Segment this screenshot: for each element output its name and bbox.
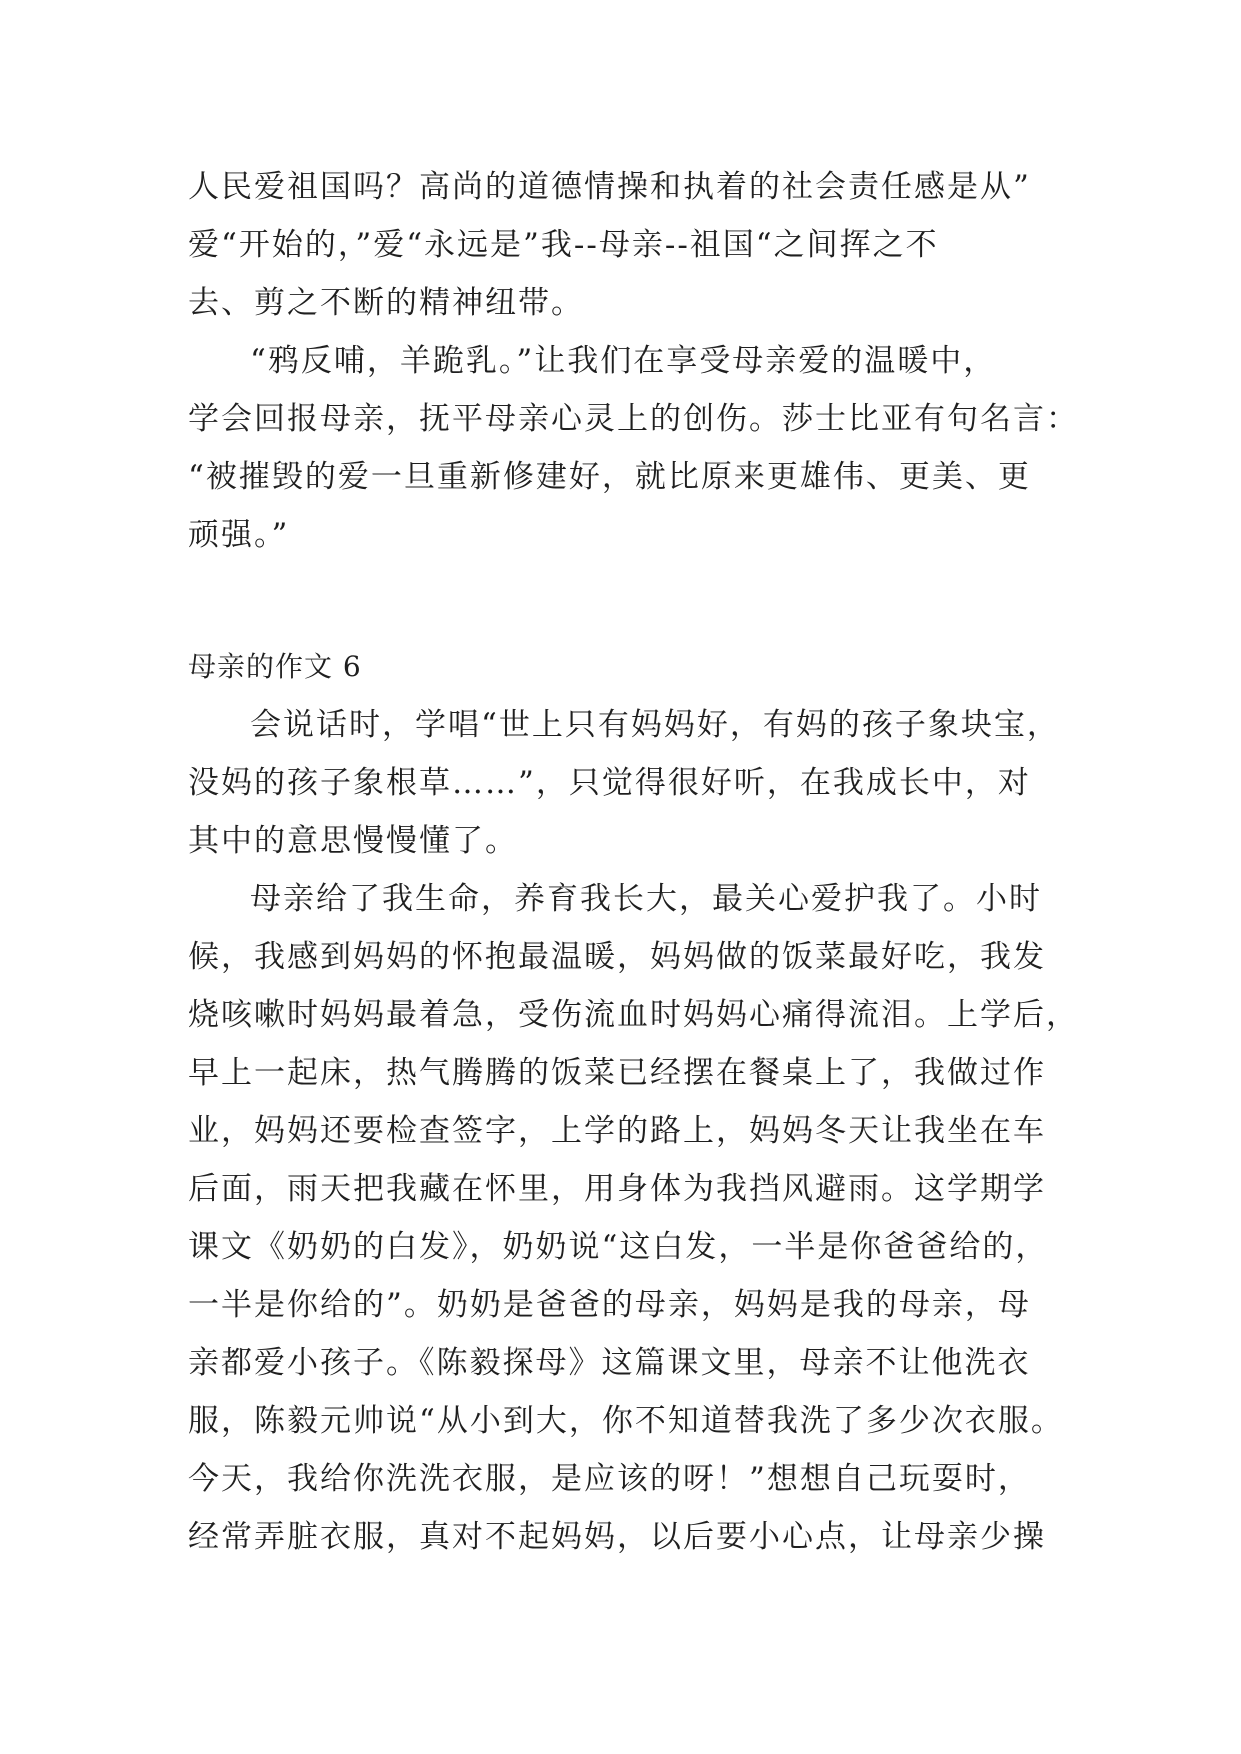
text-line: 亲都爱小孩子。《陈毅探母》这篇课文里，母亲不让他洗衣 — [188, 1345, 1031, 1381]
text-line: 没妈的孩子象根草……”，只觉得很好听，在我成长中，对 — [188, 765, 1031, 801]
text-line: 经常弄脏衣服，真对不起妈妈，以后要小心点，让母亲少操 — [188, 1519, 1046, 1555]
text-line: 母亲给了我生命，养育我长大，最关心爱护我了。小时 — [250, 881, 1042, 917]
text-line: 会说话时，学唱“世上只有妈妈好，有妈的孩子象块宝， — [250, 707, 1060, 743]
section-spacer — [188, 564, 1058, 638]
text-line: 人民爱祖国吗？高尚的道德情操和执着的社会责任感是从” — [188, 169, 1031, 205]
text-line: 顽强。” — [188, 517, 290, 553]
text-line: “鸦反哺，羊跪乳。”让我们在享受母亲爱的温暖中， — [250, 343, 997, 379]
text-line: 候，我感到妈妈的怀抱最温暖，妈妈做的饭菜最好吃，我发 — [188, 939, 1046, 975]
text-line: 爱“开始的，”爱“永远是”我--母亲--祖国“之间挥之不 — [188, 227, 939, 263]
text-line: 学会回报母亲，抚平母亲心灵上的创伤。莎士比亚有句名言： — [188, 401, 1079, 437]
text-line: 其中的意思慢慢懂了。 — [188, 823, 518, 859]
paragraph — [188, 696, 1058, 870]
paragraph — [188, 332, 1079, 564]
text-line: 后面，雨天把我藏在怀里，用身体为我挡风避雨。这学期学 — [188, 1171, 1046, 1207]
document-body — [188, 158, 1079, 1566]
text-line: 烧咳嗽时妈妈最着急，受伤流血时妈妈心痛得流泪。上学后， — [188, 997, 1079, 1033]
text-line: 去、剪之不断的精神纽带。 — [188, 285, 584, 321]
text-line: 早上一起床，热气腾腾的饭菜已经摆在餐桌上了，我做过作 — [188, 1055, 1046, 1091]
section-title: 母亲的作文 6 — [188, 650, 362, 683]
text-line: 服，陈毅元帅说“从小到大，你不知道替我洗了多少次衣服。 — [188, 1403, 1064, 1439]
text-line: 业，妈妈还要检查签字，上学的路上，妈妈冬天让我坐在车 — [188, 1113, 1046, 1149]
paragraph — [188, 870, 1079, 1566]
text-line: 课文《奶奶的白发》，奶奶说“这白发，一半是你爸爸给的， — [188, 1229, 1049, 1265]
text-line: 一半是你给的”。奶奶是爸爸的母亲，妈妈是我的母亲，母 — [188, 1287, 1031, 1323]
text-line: “被摧毁的爱一旦重新修建好，就比原来更雄伟、更美、更 — [188, 459, 1031, 495]
paragraph — [188, 158, 1058, 332]
text-line: 今天，我给你洗洗衣服，是应该的呀！”想想自己玩耍时， — [188, 1461, 1031, 1497]
